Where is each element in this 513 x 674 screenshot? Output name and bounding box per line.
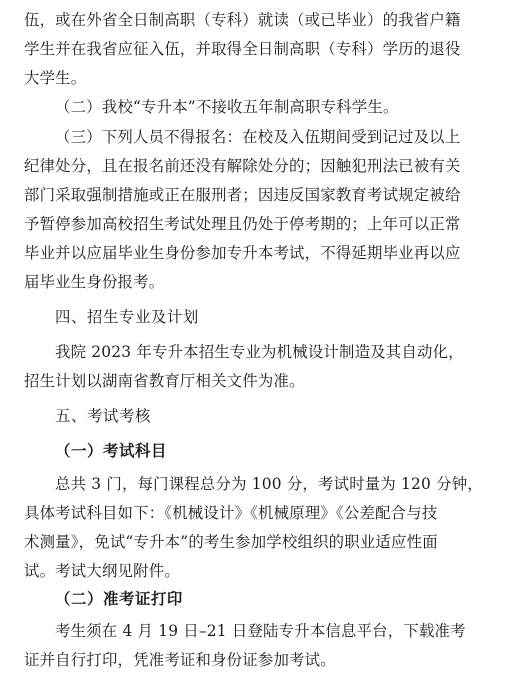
- paragraph-line: 部门采取强制措施或正在服刑者；因违反国家教育考试规定被给: [24, 186, 461, 204]
- paragraph-line: 学生并在我省应征入伍，并取得全日制高职（专科）学历的退役: [24, 40, 461, 58]
- subsection-heading: （一）考试科目: [55, 442, 167, 460]
- subsection-heading: （二）准考证打印: [55, 590, 183, 608]
- paragraph-line: 伍，或在外省全日制高职（专科）就读（或已毕业）的我省户籍: [24, 11, 461, 29]
- paragraph-line: 我院 2023 年专升本招生专业为机械设计制造及其自动化，: [55, 343, 464, 361]
- paragraph-line: 总共 3 门，每门课程总分为 100 分，考试时量为 120 分钟，: [55, 475, 483, 493]
- section-heading: 五、考试考核: [55, 407, 151, 425]
- paragraph-line: 证并自行打印，凭准考证和身份证参加考试。: [24, 651, 336, 669]
- paragraph-line: （二）我校“专升本”不接收五年制高职专科学生。: [55, 98, 399, 116]
- paragraph-line: 予暂停参加高校招生考试处理且仍处于停考期的；上年可以正常: [24, 215, 461, 233]
- paragraph-line: 考生须在 4 月 19 日–21 日登陆专升本信息平台，下载准考: [55, 622, 466, 640]
- paragraph-line: 试。考试大纲见附件。: [24, 562, 180, 580]
- paragraph-line: 具体考试科目如下：《机械设计》《机械原理》《公差配合与技: [24, 504, 438, 522]
- paragraph-line: 大学生。: [24, 69, 87, 87]
- paragraph-line: （三）下列人员不得报名：在校及入伍期间受到记过及以上: [55, 128, 461, 146]
- paragraph-line: 纪律处分，且在报名前还没有解除处分的；因触犯刑法已被有关: [24, 157, 461, 175]
- section-heading: 四、招生专业及计划: [55, 308, 199, 326]
- paragraph-line: 毕业并以应届毕业生身份参加专升本考试，不得延期毕业再以应: [24, 244, 461, 262]
- paragraph-line: 届毕业生身份报考。: [24, 273, 165, 291]
- paragraph-line: 招生计划以湖南省教育厅相关文件为准。: [24, 372, 305, 390]
- paragraph-line: 术测量》，免试“专升本”的考生参加学校组织的职业适应性面: [24, 533, 438, 551]
